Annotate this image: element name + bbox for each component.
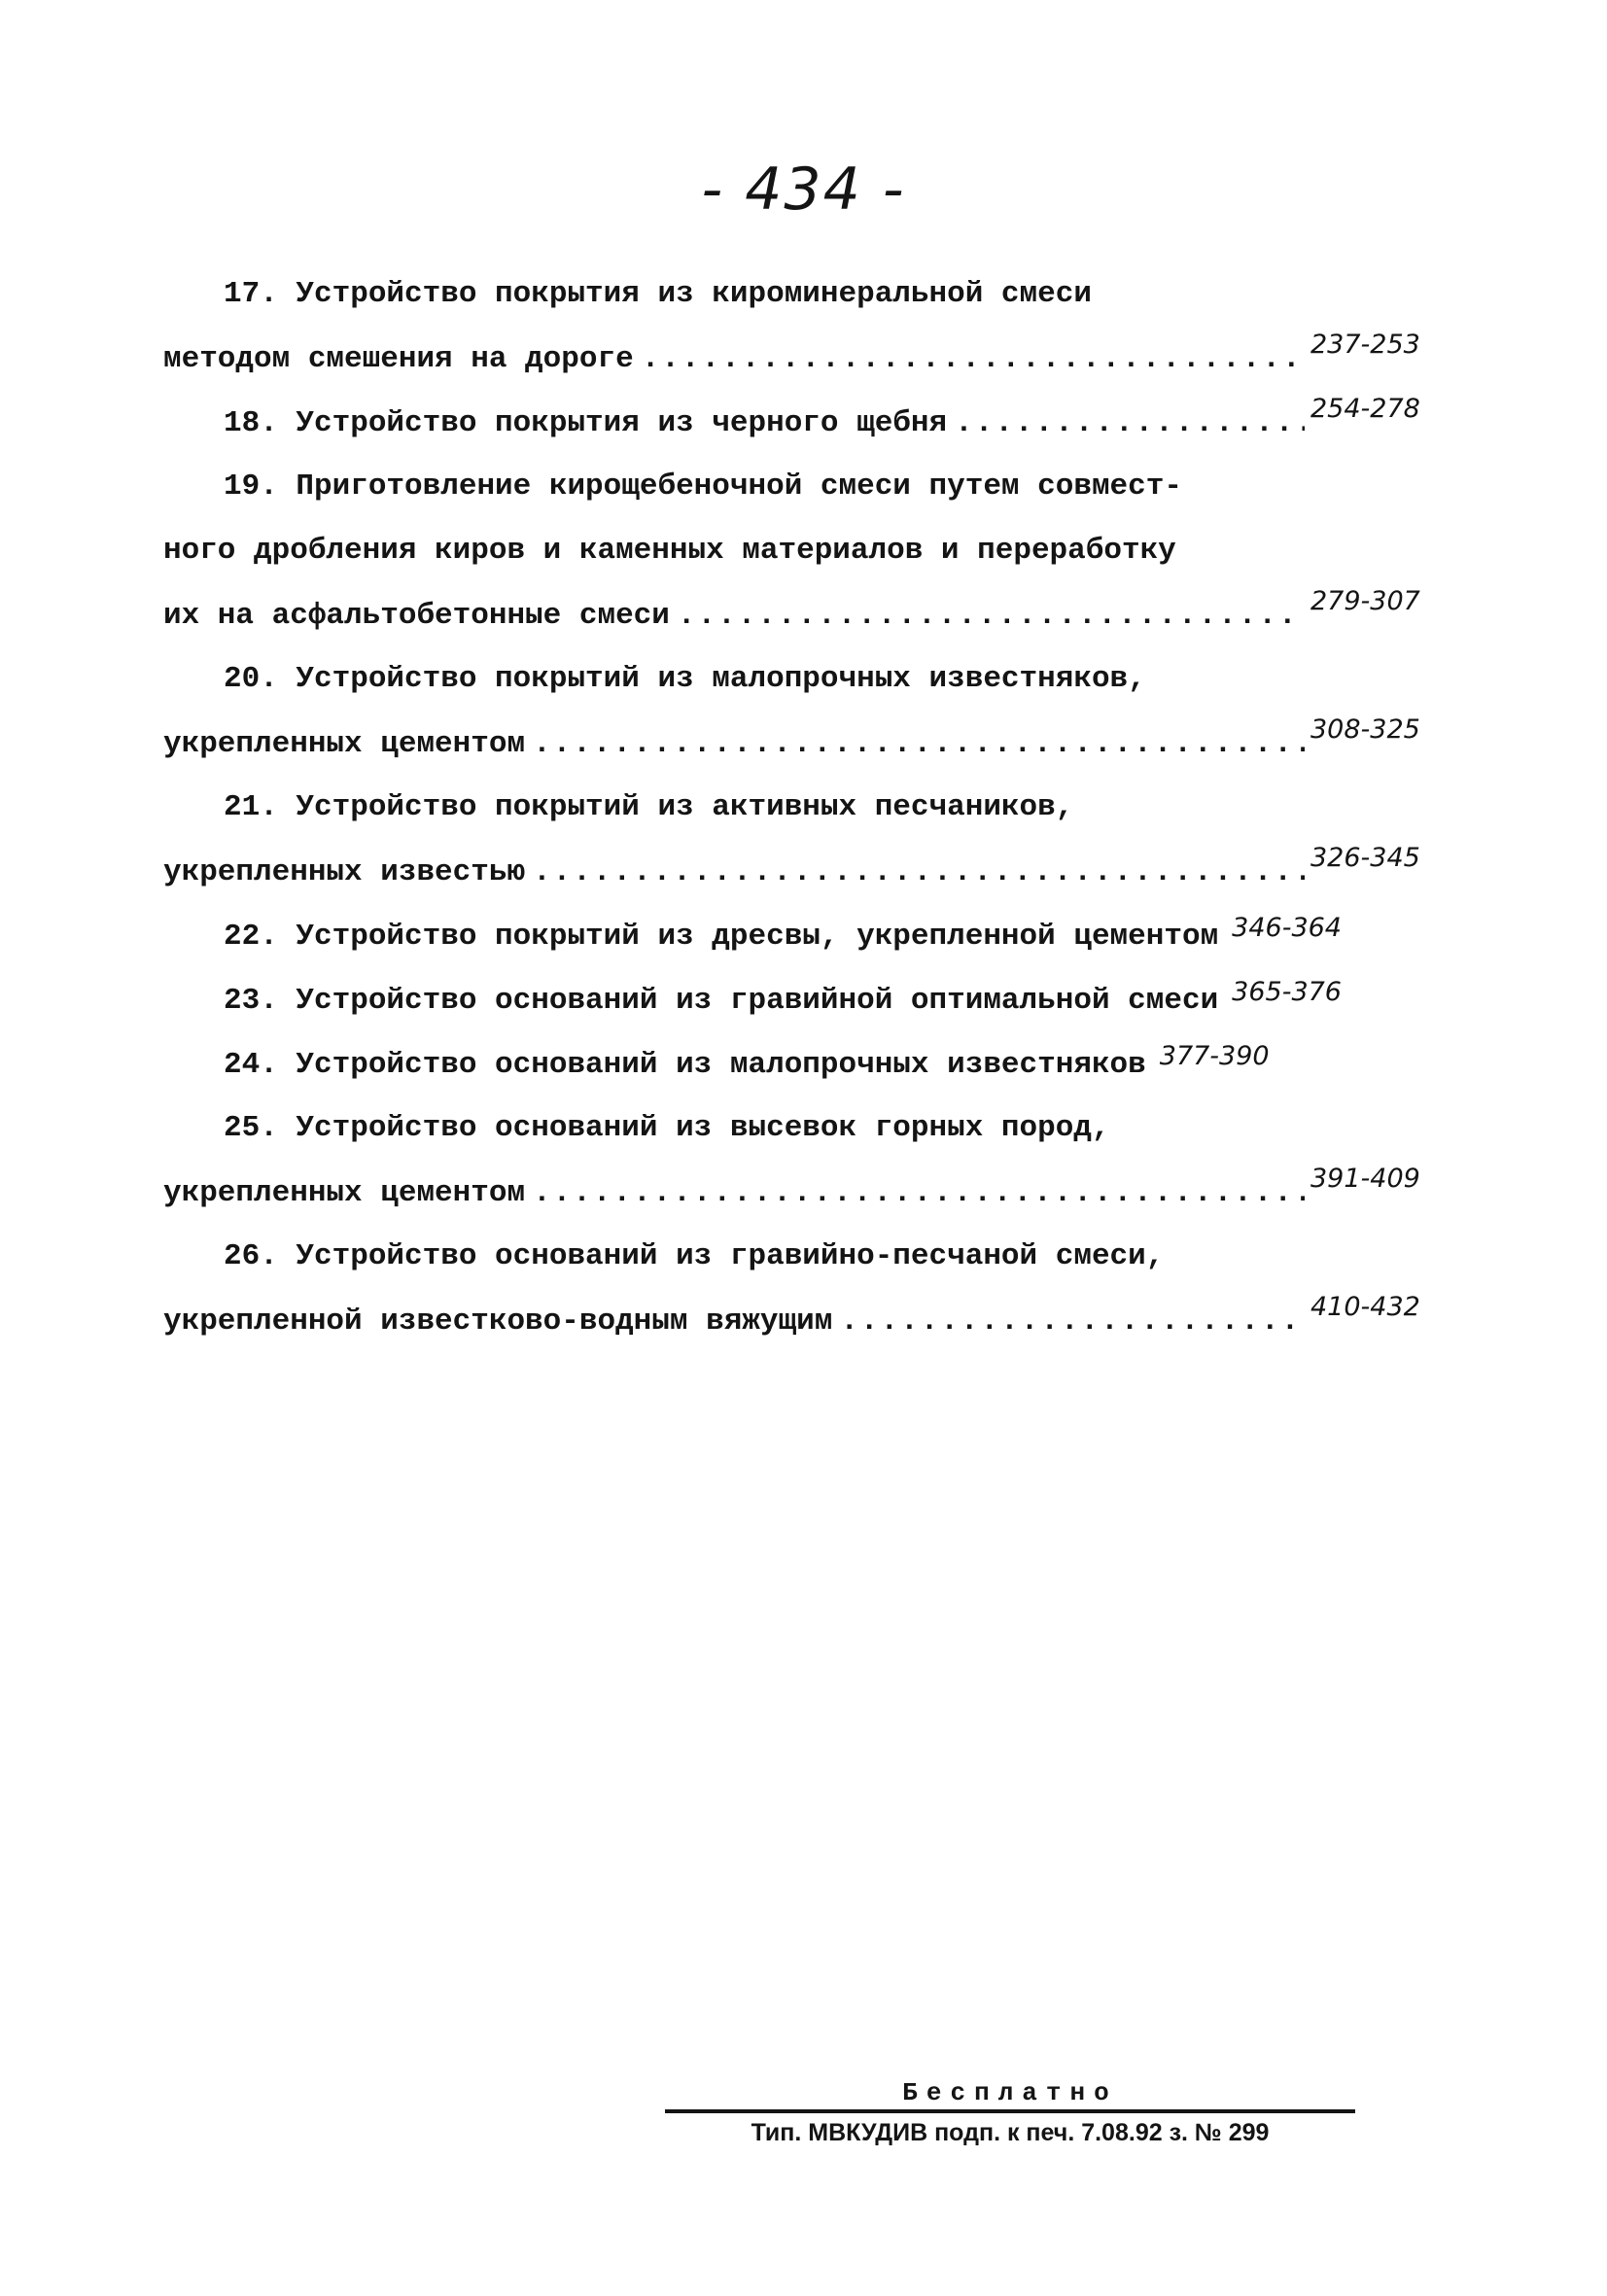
toc-item-24-title: 24. Устройство оснований из малопрочных известняков [224,1048,1146,1082]
toc-item-22-title: 22. Устройство покрытий из дресвы, укрепленной цементом [224,920,1219,954]
toc-item-21-line-1 [163,776,1427,840]
toc-leader-dots [642,328,1305,392]
toc-item-20-title: 20. Устройство покрытий из малопрочных известняков, [224,662,1146,696]
toc-item-17-title: 17. Устройство покрытия из кироминеральной смеси [224,277,1092,311]
printing-imprint: Тип. МВКУДИВ подп. к печ. 7.08.92 з. № 299 [751,2119,1270,2146]
toc-item-23-line-1 [163,968,1427,1032]
table-of-contents [163,262,1427,1353]
toc-item-23-pages: 365-376 [1232,977,1342,1007]
toc-item-22-pages: 346-364 [1232,913,1342,943]
toc-item-17-line-2 [163,327,1427,391]
toc-leader-dots [533,1162,1305,1226]
toc-item-19-line-3 [163,583,1427,647]
toc-item-25-line-2 [163,1161,1427,1225]
toc-item-23-title: 23. Устройство оснований из гравийной оптимальной смеси [224,984,1219,1018]
toc-item-26-pages: 410-432 [1310,1292,1420,1322]
toc-item-25-line-1 [163,1096,1427,1161]
toc-item-19-title: 19. Приготовление кирощебеночной смеси путем совмест- [224,470,1182,504]
toc-leader-dots [533,841,1305,905]
toc-item-20-title-cont: укрепленных цементом [163,727,526,761]
toc-leader-dots [678,584,1305,648]
toc-item-26-line-2 [163,1289,1427,1353]
toc-item-21-title: 21. Устройство покрытий из активных песчаников, [224,790,1074,824]
toc-item-18-pages: 254-278 [1310,394,1420,424]
toc-item-17-title-cont: методом смешения на дороге [163,342,634,376]
toc-item-26-title: 26. Устройство оснований из гравийно-песчаной смеси, [224,1239,1165,1273]
toc-item-17-pages: 237-253 [1310,330,1420,360]
toc-leader-dots [955,392,1305,456]
toc-leader-dots [840,1290,1305,1354]
toc-item-25-title-cont: укрепленных цементом [163,1176,526,1210]
toc-item-26-line-1 [163,1225,1427,1289]
toc-item-19-line-2 [163,519,1427,583]
toc-item-21-line-2 [163,840,1427,904]
toc-item-20-line-2 [163,712,1427,776]
page-number: - 434 - [701,156,906,224]
toc-item-20-line-1 [163,647,1427,712]
toc-item-17-line-1 [163,262,1427,327]
toc-item-19-title-end: их на асфальтобетонные смеси [163,599,670,633]
free-distribution-label: Бесплатно [665,2078,1355,2113]
toc-item-25-pages: 391-409 [1310,1164,1420,1194]
toc-item-21-pages: 326-345 [1310,843,1420,873]
imprint-footer [665,2078,1355,2150]
toc-item-18-title: 18. Устройство покрытия из черного щебня [224,406,948,440]
toc-item-19-pages: 279-307 [1310,586,1420,616]
toc-item-24-pages: 377-390 [1159,1041,1270,1071]
toc-item-26-title-cont: укрепленной известково-водным вяжущим [163,1305,833,1339]
toc-item-19-title-cont: ного дробления киров и каменных материалов и переработку [163,534,1176,568]
toc-item-22-line-1 [163,904,1427,968]
toc-item-24-line-1 [163,1032,1427,1096]
toc-leader-dots [533,713,1305,777]
toc-item-20-pages: 308-325 [1310,714,1420,745]
toc-item-19-line-1 [163,455,1427,519]
toc-item-21-title-cont: укрепленных известью [163,855,526,889]
toc-item-18-line-1 [163,391,1427,455]
toc-item-25-title: 25. Устройство оснований из высевок горных пород, [224,1111,1110,1145]
